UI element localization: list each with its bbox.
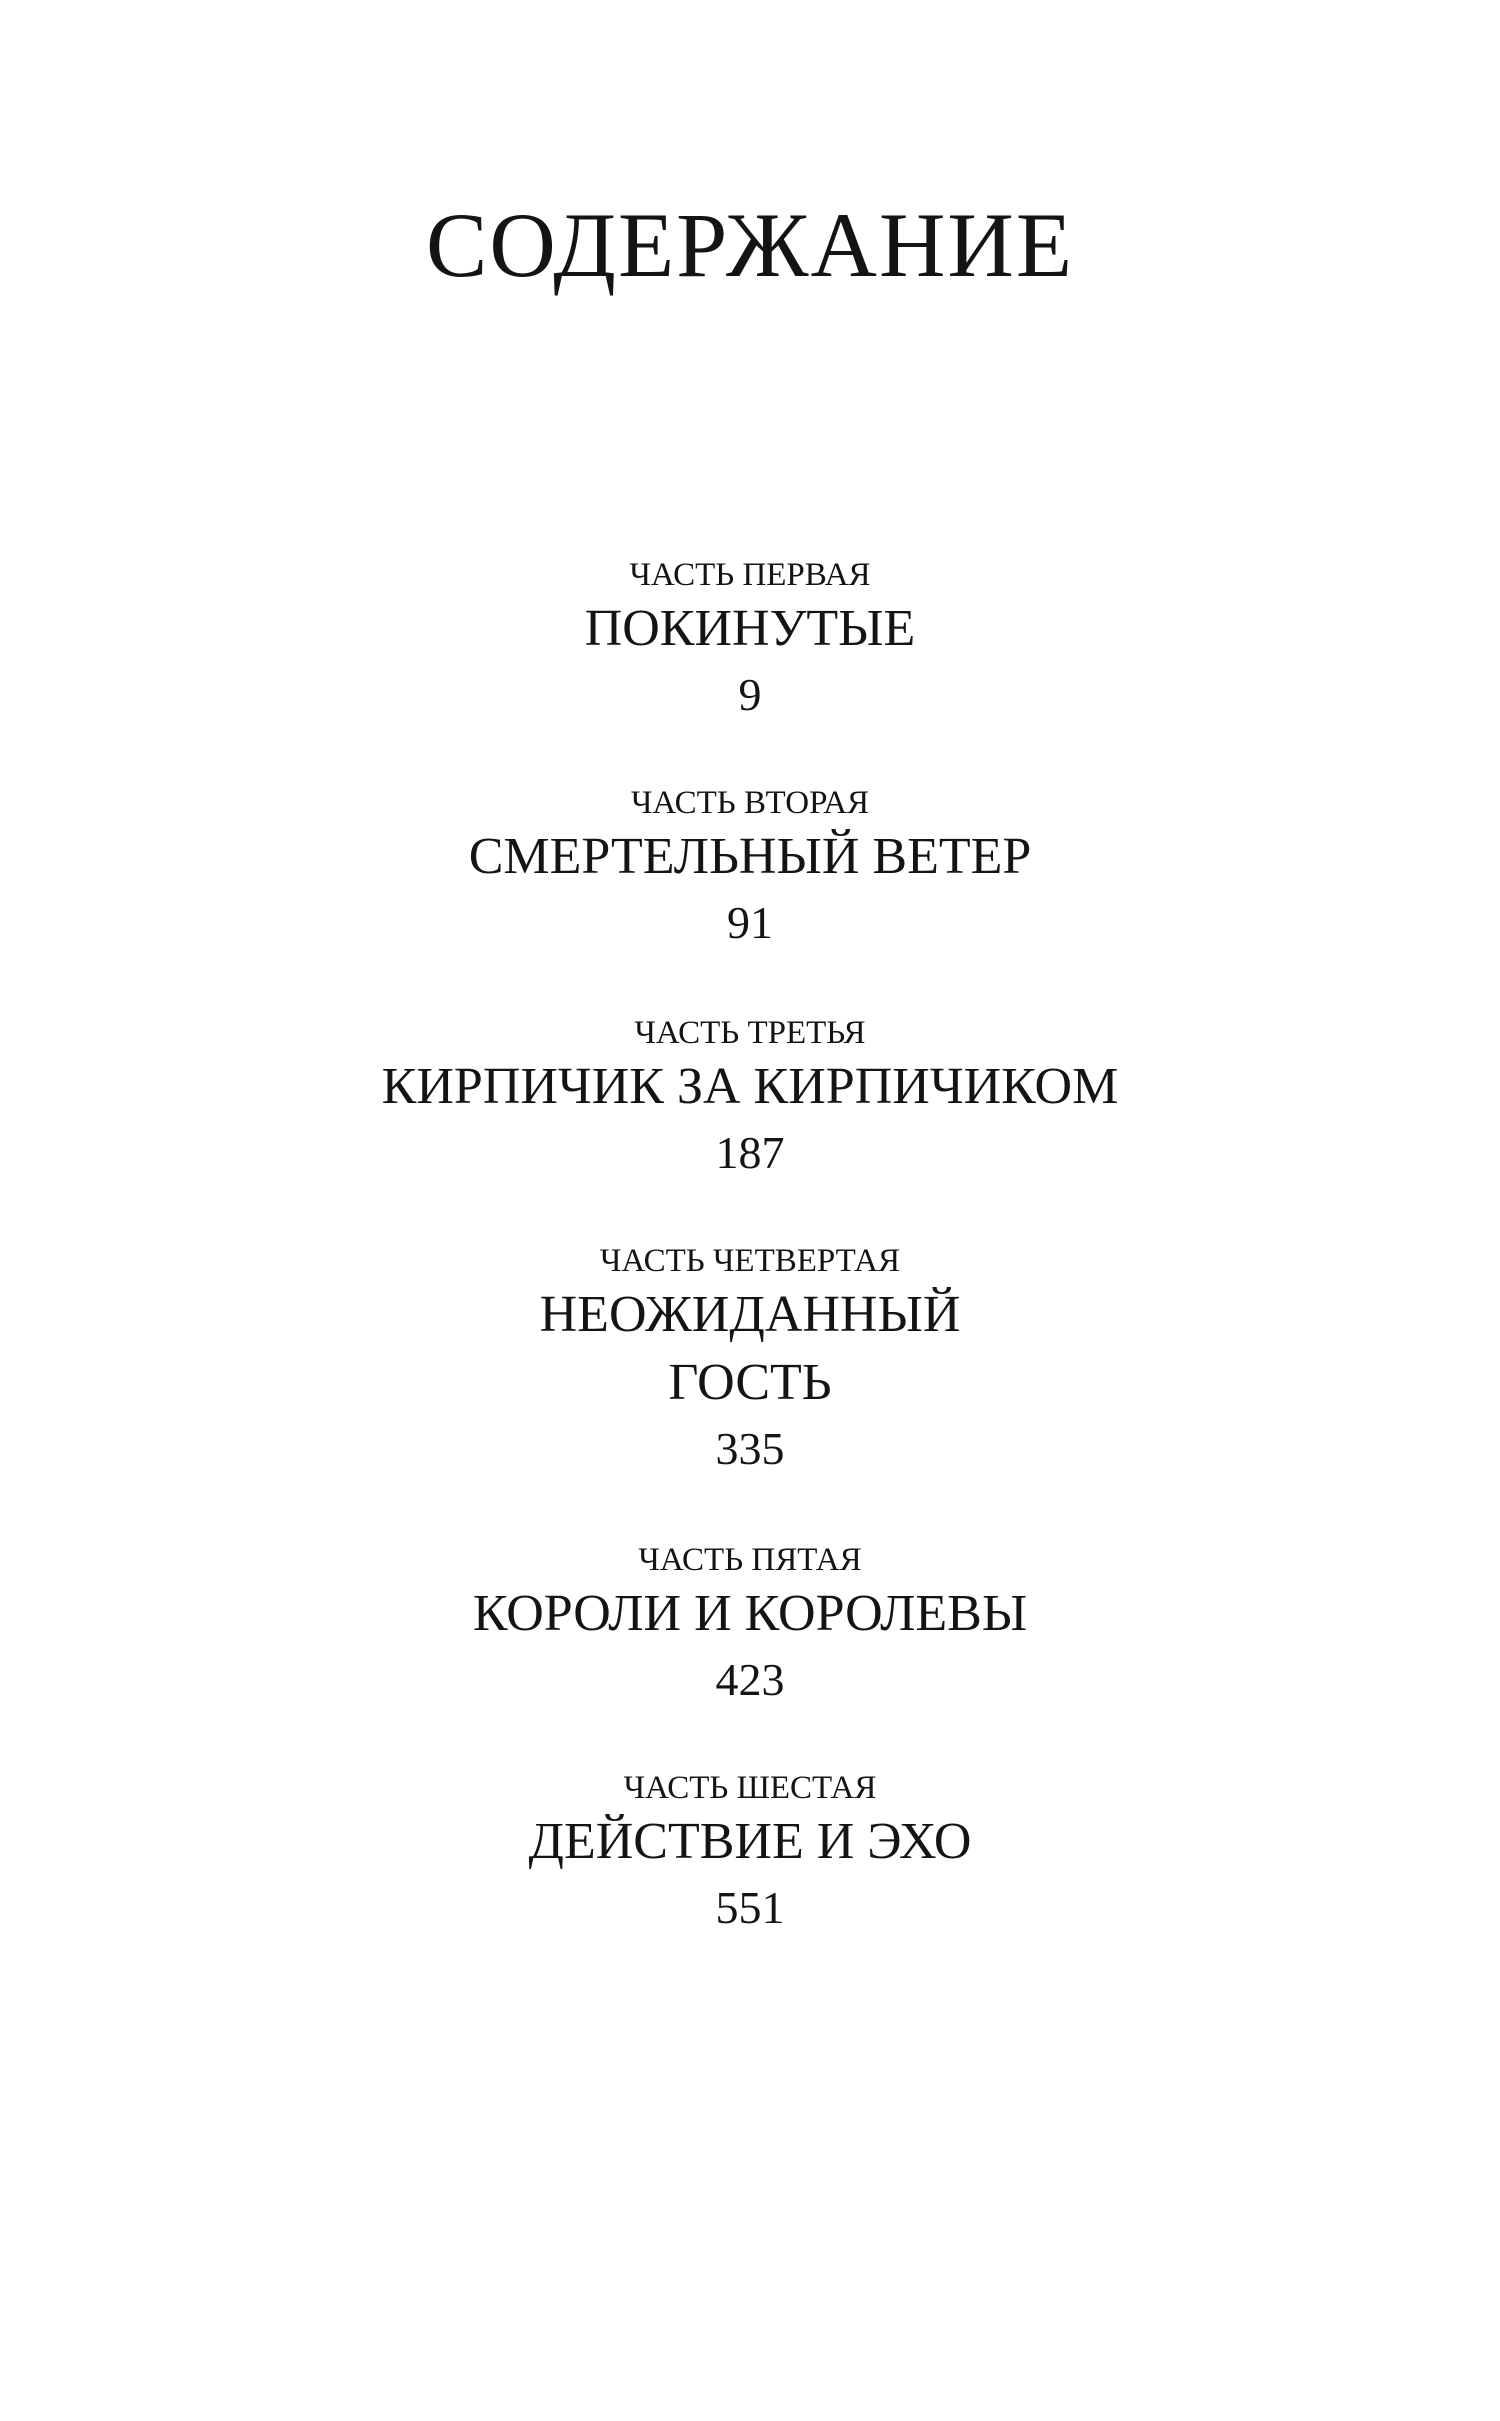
page-number: 423 (715, 1654, 785, 1705)
page-number: 335 (715, 1423, 785, 1474)
part-label: ЧАСТЬ ПЯТАЯ (638, 1542, 862, 1578)
part-title: ДЕЙСТВИЕ И ЭХО (528, 1813, 972, 1870)
part-title: ПОКИНУТЫЕ (584, 600, 916, 657)
toc-entry (0, 1540, 1500, 1712)
toc-entry (0, 555, 1500, 727)
part-title: КИРПИЧИК ЗА КИРПИЧИКОМ (381, 1058, 1119, 1115)
toc-entry (0, 1768, 1500, 1940)
part-title-continued: ГОСТЬ (668, 1354, 832, 1411)
part-label: ЧАСТЬ ПЕРВАЯ (629, 557, 871, 593)
toc-entry (0, 1013, 1500, 1185)
part-label: ЧАСТЬ ШЕСТАЯ (623, 1770, 877, 1806)
page-number: 9 (738, 669, 762, 720)
toc-entry (0, 1241, 1500, 1481)
part-title: СМЕРТЕЛЬНЫЙ ВЕТЕР (468, 828, 1032, 885)
part-label: ЧАСТЬ ВТОРАЯ (630, 785, 870, 821)
part-title: КОРОЛИ И КОРОЛЕВЫ (472, 1585, 1028, 1642)
part-title: НЕОЖИДАННЫЙ (539, 1286, 961, 1343)
part-label: ЧАСТЬ ТРЕТЬЯ (634, 1015, 866, 1051)
part-label: ЧАСТЬ ЧЕТВЕРТАЯ (599, 1243, 901, 1279)
page-title: СОДЕРЖАНИЕ (425, 194, 1075, 296)
page-number: 187 (715, 1127, 785, 1178)
toc-entry (0, 783, 1500, 955)
page-number: 551 (715, 1882, 785, 1933)
page-number: 91 (727, 897, 773, 948)
